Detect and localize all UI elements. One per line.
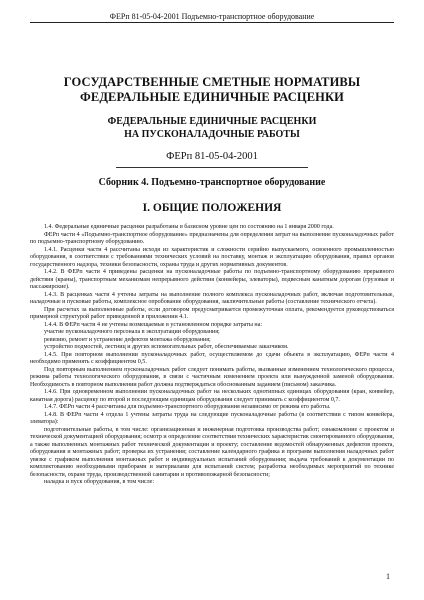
paragraph: 1.4.2. В ФЕРп части 4 приведены расценки на пусконаладочные работы по подъемно-транспортному оборудованию прерывного действия (краны), транспортным механизмам непрерывного действия (конвейеры, элеваторы), подвесным канатным дорогам (грузовые и пассажирские). [30, 269, 394, 290]
main-title-line-2: ФЕДЕРАЛЬНЫЕ ЕДИНИЧНЫЕ РАСЦЕНКИ [80, 90, 344, 104]
paragraph: 1.4.4. В ФЕРп части 4 не учтены возмещаемые в установленном порядке затраты на: [44, 321, 263, 328]
paragraph: 1.4.6. При одновременном выполнении пусконаладочных работ на нескольких однотипных единицах оборудования (кран, конвейер, канатная дорога) расценку по второй и последующим единицам оборудования следует принимать с коэффициентом 0,7. [30, 389, 394, 403]
collection-title: Сборник 4. Подъемно-транспортное оборудование [98, 177, 326, 188]
paragraph: 1.4.1. Расценки части 4 рассчитаны исходя из характеристик и сложности серийно выпускаемого, освоенного промышленностью оборудования, в соответствии с требованиями технических условий на поставку, монтаж и эксплуатацию оборудования, правил органов государственного надзора, техники безопасности, охраны труда и других нормативных документов. [30, 246, 394, 268]
paragraph: устройство подмостей, лестниц и других вспомогательных работ, обеспечиваемые заказчиком. [44, 344, 289, 350]
running-header: ФЕРп 81-05-04-2001 Подъемно-транспортное оборудование [109, 12, 315, 21]
subtitle-line-1: ФЕДЕРАЛЬНЫЕ ЕДИНИЧНЫЕ РАСЦЕНКИ [107, 116, 317, 127]
paragraph: 1.4.3. В расценках части 4 учтены затраты на выполнение полного комплекса пусконаладочных работ, включая подготовительные, наладочные и пусковые работы, комплексное опробование оборудования, заключительные работы (составление технического отчета). [30, 291, 394, 305]
subtitle-line-2: НА ПУСКОНАЛАДОЧНЫЕ РАБОТЫ [124, 129, 300, 140]
page-number: 1 [386, 572, 390, 581]
body-text [30, 224, 394, 487]
title-divider [116, 167, 308, 168]
main-title-line-1: ГОСУДАРСТВЕННЫЕ СМЕТНЫЕ НОРМАТИВЫ [63, 75, 361, 89]
paragraph: При расчетах за выполненные работы, если договором предусматривается промежуточная оплата, рекомендуется руководствоваться примерной структурой работ приведенной в приложении 4.1. [30, 306, 394, 320]
paragraph: ФЕРп части 4 «Подъемно-транспортное оборудование» предназначены для определения затрат на выполнение пусконаладочных работ по подъемно-транспортному оборудованию. [30, 231, 394, 245]
paragraph: ревизию, ремонт и устранение дефектов монтажа оборудования; [44, 336, 211, 343]
paragraph: 1.4.8. В ФЕРп части 4 отдела 1 учтены затраты труда на следующие пусконаладочные работы (в соответствии с типом конвейера, элеватора): [30, 411, 394, 425]
section-heading: I. ОБЩИЕ ПОЛОЖЕНИЯ [142, 202, 282, 214]
paragraph: Под повторным выполнением пусконаладочных работ следует понимать работы, вызванные изменением технологического процесса, режима работы технологического оборудования, в связи с частичным изменением проекта или вынужденной заменой оборудования. Необходимость в повторном выполнении работ должна подтверждаться обоснованным заданием (письмом) заказчика. [30, 366, 394, 388]
paragraph: подготовительные работы, в том числе: организационная и инженерная подготовка производства работ; ознакомление с проектом и технической документацией оборудования; осмотр и определение соответствия технических характеристик смонтированного оборудования, а также выполненных монтажных работ технической документации и проекту; составление ведомостей обнаруженных дефектов проекта, оборудования и монтажных работ; проверка их устранения; составление календарного графика и программ выполнения наладочных работ увязке с графиком выполнения монтажных работ и индивидуальных испытаний оборудования; выдача требований к документации по комплектованию необходимыми приборами и материалами для испытаний систем; разработка необходимых мероприятий по технике безопасности, охране труда, производственной санитарии и противопожарной безопасности; [30, 426, 394, 478]
paragraph: 1.4.5. При повторном выполнении пусконаладочных работ, осуществляемом до сдачи объекта в эксплуатацию, ФЕРп части 4 необходимо применять с коэффициентом 0,5. [30, 351, 394, 365]
header-divider [30, 22, 394, 23]
paragraph: 1.4.7. ФЕРп части 4 рассчитаны для подъемно-транспортного оборудования независимо от режима его работы. [44, 404, 331, 410]
paragraph: наладка и пуск оборудования, в том числе: [44, 479, 154, 485]
document-code: ФЕРп 81-05-04-2001 [166, 151, 258, 162]
paragraph: участие пусконаладочного персонала в эксплуатации оборудования; [44, 329, 220, 335]
paragraph: 1.4. Федеральные единичные расценки разработаны в базисном уровне цен по состоянию на 1 января 2000 года. [44, 224, 334, 230]
